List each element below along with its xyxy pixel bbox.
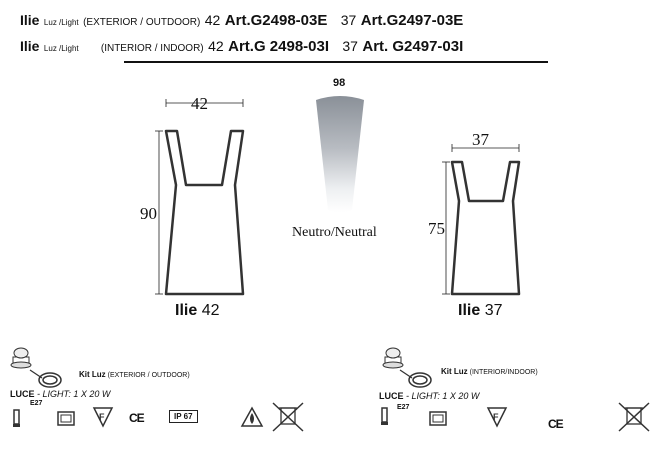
weee-bin-icon	[273, 403, 303, 431]
width-label-37: 37	[472, 130, 489, 149]
placement-type: (INTERIOR / INDOOR)	[100, 43, 204, 54]
light-label: Luz /Light	[43, 18, 79, 27]
cable-coil-icon	[400, 370, 431, 387]
ilie-42-planter-outline	[166, 131, 243, 294]
article-code-42: Art.G 2498-03I	[228, 38, 330, 55]
bulb-icon	[381, 408, 388, 425]
size-42: 42	[208, 38, 224, 54]
socket-bulb-icon	[383, 348, 403, 368]
f-mark-icon	[488, 408, 506, 426]
product-label-size: 42	[201, 302, 220, 319]
luce-label: LUCE	[379, 391, 404, 401]
weee-bin-icon	[619, 403, 649, 431]
light-spec: - LIGHT: 1 X 20 W	[37, 389, 111, 399]
size-42: 42	[204, 12, 221, 28]
product-name: Ilie	[20, 38, 40, 54]
light-spec: - LIGHT: 1 X 20 W	[406, 391, 480, 401]
light-spec-interior	[379, 391, 479, 401]
ilie-37-planter-outline	[452, 162, 519, 294]
kit-title-interior	[441, 367, 538, 376]
ip-rating-badge: IP 67	[169, 410, 198, 423]
socket-type: E27	[30, 400, 43, 407]
size-37: 37	[342, 38, 358, 54]
kit-type: (INTERIOR/INDOOR)	[469, 369, 538, 376]
hot-surface-warning-icon	[242, 408, 262, 426]
height-label-75: 75	[428, 219, 445, 238]
socket-bulb-icon	[11, 348, 31, 368]
svg-text:F: F	[99, 412, 105, 422]
lamp-size-label: 98	[333, 77, 346, 89]
kit-title: Kit Luz	[79, 370, 106, 379]
placement-type: (EXTERIOR / OUTDOOR)	[83, 17, 201, 28]
product-label-size: 37	[484, 302, 503, 319]
kit-title-exterior	[79, 370, 190, 379]
product-label-name: Ilie	[458, 302, 481, 319]
luce-label: LUCE	[10, 389, 35, 399]
bulb-icon	[13, 410, 20, 427]
product-label-ilie-37	[458, 302, 502, 320]
light-label: Luz /Light	[43, 44, 79, 53]
light-spec-exterior	[10, 389, 110, 399]
product-name: Ilie	[20, 12, 40, 28]
lamp-illuminated-planter	[316, 96, 364, 213]
height-label-90: 90	[140, 204, 157, 223]
class-ii-icon	[430, 412, 446, 425]
article-code-37: Art.G2497-03E	[360, 12, 464, 29]
ce-mark: CE	[129, 411, 144, 425]
article-code-42: Art.G2498-03E	[224, 12, 328, 29]
cable-coil-icon	[30, 370, 61, 387]
kit-type: (EXTERIOR / OUTDOOR)	[107, 372, 190, 379]
lamp-caption: Neutro/Neutral	[292, 225, 377, 240]
f-mark-icon	[94, 408, 112, 426]
socket-type: E27	[397, 404, 410, 411]
size-37: 37	[340, 12, 357, 28]
article-code-37: Art. G2497-03I	[362, 38, 464, 55]
class-ii-icon	[58, 412, 74, 425]
width-label-42: 42	[191, 94, 208, 113]
kit-title: Kit Luz	[441, 367, 468, 376]
svg-text:F: F	[493, 412, 499, 422]
product-label-ilie-42	[175, 302, 219, 320]
ce-mark: CE	[548, 417, 563, 431]
product-label-name: Ilie	[175, 302, 198, 319]
